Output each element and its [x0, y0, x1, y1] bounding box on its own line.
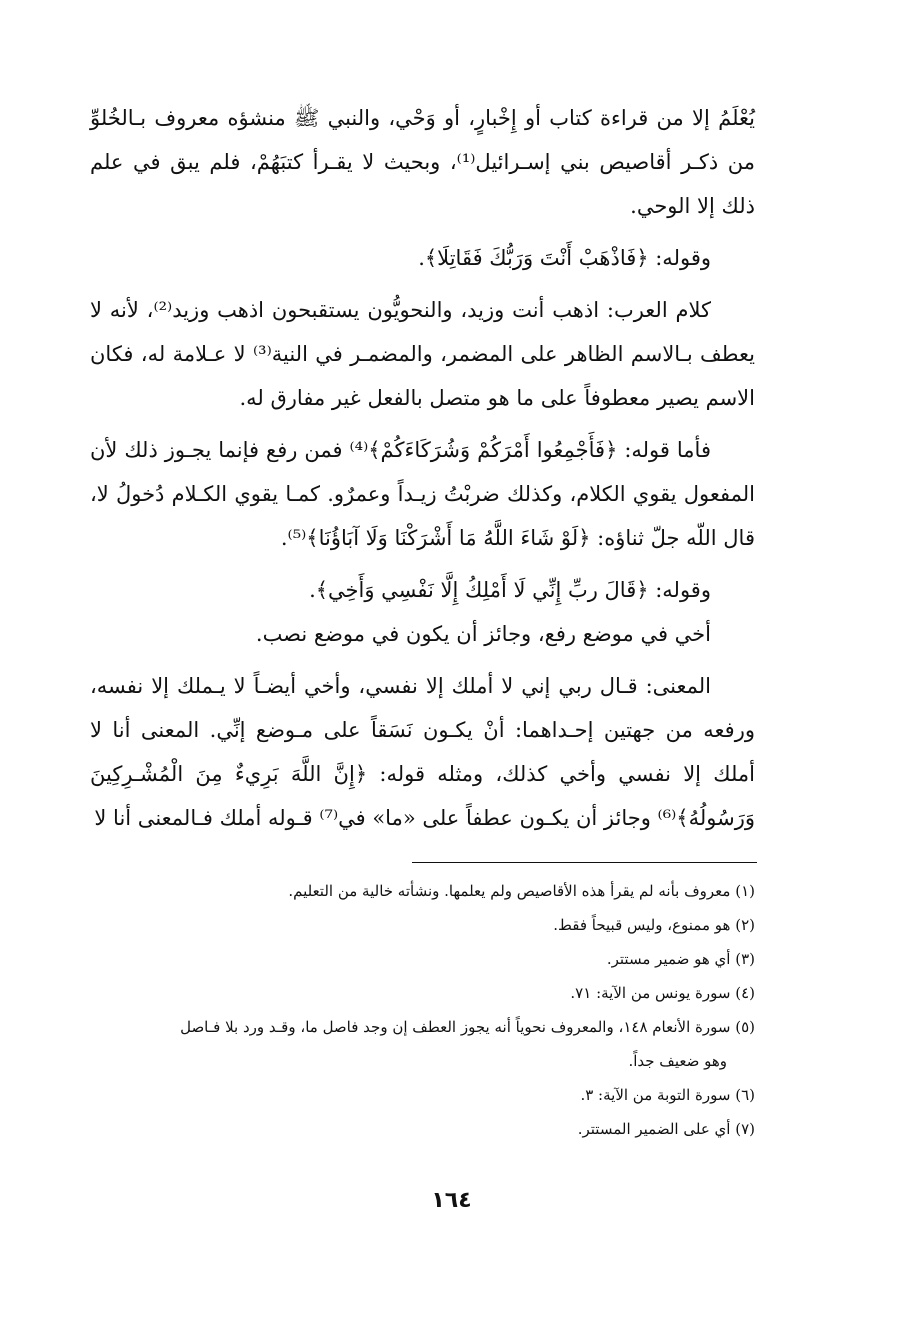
footnote-text: (٧) أي على الضمير المستتر. — [577, 1120, 755, 1138]
main-text — [90, 96, 755, 848]
paragraph: وقوله: ﴿فَاذْهَبْ أَنْتَ وَرَبُّكَ فَقَاتِلَا﴾. — [418, 246, 711, 270]
footnote-text: (٦) سورة التوبة من الآية: ٣. — [580, 1086, 755, 1104]
paragraph: المعنى: قـال ربي إني لا أملك إلا نفسي، وأخي أيضـاً لا يـملك إلا نفسه، ورفعه من جهتين إحـداهما: أنْ يكـون نَسَقاً على مـوضع إنِّي. المعنى أنا لا أملك إلا نفسي وأخي كذلك، ومثله قوله: ﴿إِنَّ اللَّهَ بَرِيءٌ مِنَ الْمُشْـرِكِينَ وَرَسُولُهُ﴾⁽⁶⁾ وجائز أن يكـون عطفاً على «ما» في⁽⁷⁾ قـوله أملك فـالمعنى أنا لا — [90, 674, 755, 830]
footnote-text: (٤) سورة يونس من الآية: ٧١. — [570, 984, 755, 1002]
paragraph: وقوله: ﴿قَالَ ربِّ إِنِّي لَا أَمْلِكُ إِلَّا نَفْسِي وَأَخِي﴾. — [309, 578, 711, 602]
footnote — [90, 1010, 755, 1078]
paragraph: أخي في موضع رفع، وجائز أن يكون في موضع نصب. — [255, 622, 711, 646]
paragraph: كلام العرب: اذهب أنت وزيد، والنحويُّون يستقبحون اذهب وزيد⁽²⁾، لأنه لا يعطف بـالاسم الظاهر على المضمر، والمضمـر في النية⁽³⁾ لا عـلامة له، فكان الاسم يصير معطوفاً على ما هو متصل بالفعل غير مفارق له. — [90, 298, 755, 410]
footnote-text: (٣) أي هو ضمير مستتر. — [606, 950, 755, 968]
footnote — [90, 1078, 755, 1112]
footnote — [90, 1112, 755, 1146]
footnote-text: (١) معروف بأنه لم يقرأ هذه الأقاصيص ولم يعلمها. ونشأته خالية من التعليم. — [288, 882, 755, 900]
page-number: ١٦٤ — [431, 1188, 472, 1213]
footnote — [90, 976, 755, 1010]
paragraph: فأما قوله: ﴿فَأَجْمِعُوا أَمْرَكُمْ وَشُرَكَاءَكُمْ﴾⁽⁴⁾ فمن رفع فإنما يجـوز ذلك لأن المفعول يقوي الكلام، وكذلك ضربْتُ زيـداً وعمرٌو. كمـا يقوي الكـلام دُخولُ لا، قال اللّه جلّ ثناؤه: ﴿لَوْ شَاءَ اللَّهُ مَا أَشْرَكْنَا وَلَا آبَاؤُنَا﴾⁽⁵⁾. — [90, 438, 755, 550]
paragraph: يُعْلَمُ إلا من قراءة كتاب أو إِخْبارٍ، أو وَحْي، والنبي ﷺ منشؤه معروف بـالخُلوِّ من ذكـر أقاصيص بني إسـرائيل⁽¹⁾، وبحيث لا يقـرأ كتبَهُمْ، فلم يبق في علم ذلك إلا الوحي. — [90, 106, 755, 218]
footnote — [90, 874, 755, 908]
footnote-text: (٢) هو ممنوع، وليس قبيحاً فقط. — [553, 916, 755, 934]
footnotes — [90, 874, 755, 1146]
footnote-divider — [412, 862, 757, 863]
footnote — [90, 908, 755, 942]
footnote-text: (٥) سورة الأنعام ١٤٨، والمعروف نحوياً أنه يجوز العطف إن وجد فاصل ما، وقـد ورد بلا فـاصل — [180, 1018, 755, 1036]
footnote — [90, 942, 755, 976]
footnote-continuation: وهو ضعيف جداً. — [628, 1052, 727, 1070]
